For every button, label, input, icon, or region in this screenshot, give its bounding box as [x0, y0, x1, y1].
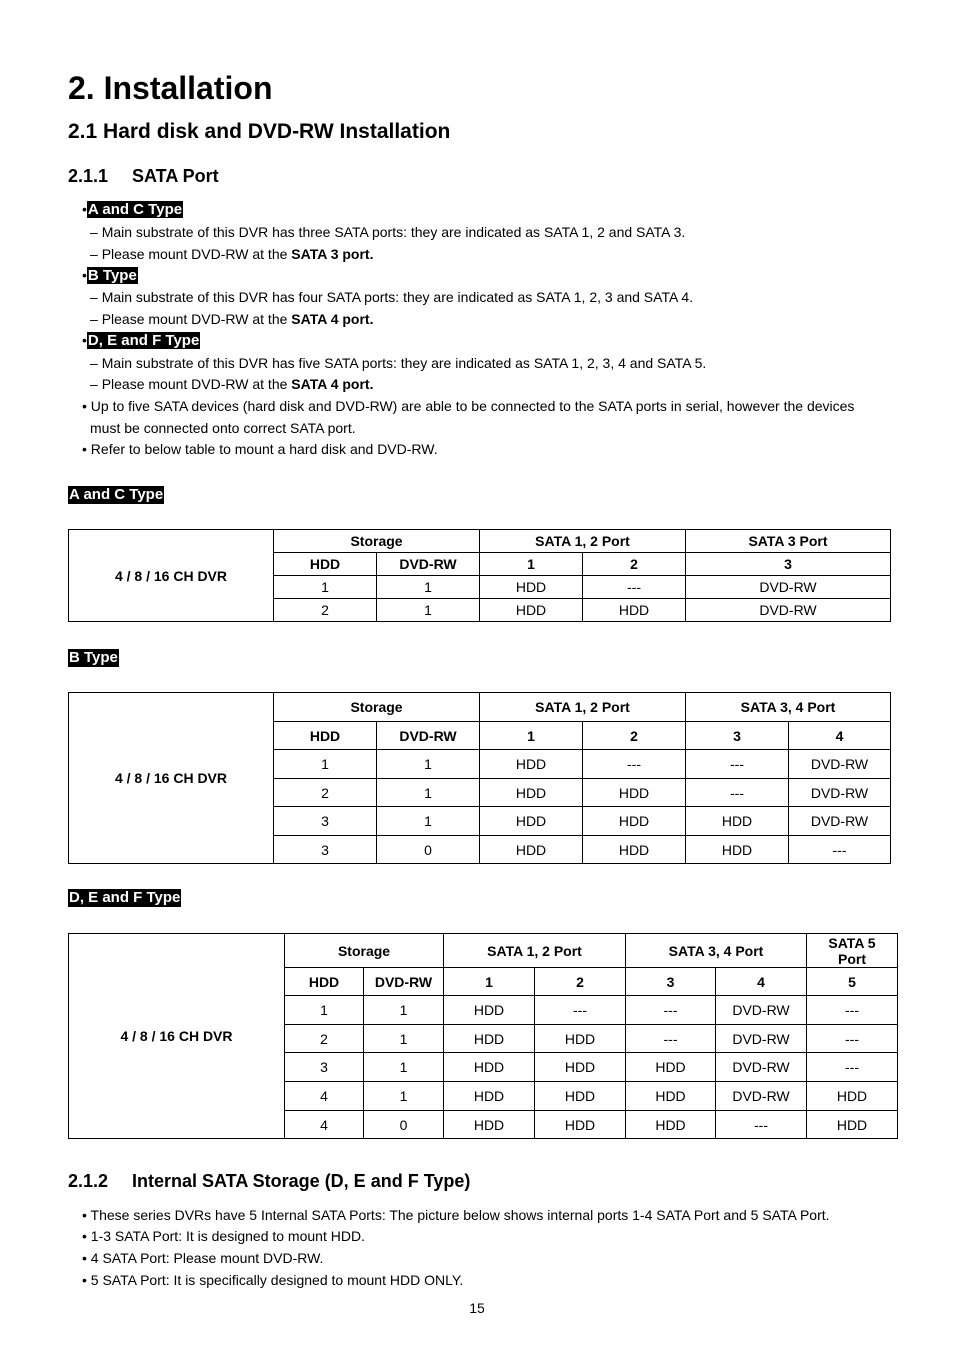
- ac-line-2: [90, 245, 373, 263]
- header-port-2: 2: [583, 553, 686, 576]
- cell: HDD: [583, 836, 686, 864]
- cell: 1: [364, 996, 444, 1025]
- cell: DVD-RW: [789, 807, 891, 836]
- cell: 1: [274, 750, 377, 779]
- cell: HDD: [807, 1111, 898, 1139]
- cell: HDD: [444, 1025, 535, 1053]
- bullet-text: 4 SATA Port: Please mount DVD-RW.: [90, 1250, 324, 1266]
- header-hdd: HDD: [274, 553, 377, 576]
- bullet-continuation: must be connected onto correct SATA port.: [90, 420, 356, 436]
- cell: ---: [583, 750, 686, 779]
- cell: DVD-RW: [716, 996, 807, 1025]
- cell: ---: [626, 1025, 716, 1053]
- bullet-up-to-five: [82, 397, 854, 415]
- table-label-def: D, E and F Type: [69, 889, 181, 906]
- cell: ---: [686, 750, 789, 779]
- cell: 1: [377, 750, 480, 779]
- cell: ---: [716, 1111, 807, 1139]
- b-port: SATA 4 port.: [291, 311, 374, 327]
- type-label-a-c: A and C Type: [87, 201, 183, 218]
- cell: DVD-RW: [716, 1053, 807, 1082]
- internal-bullet-4: [82, 1271, 463, 1289]
- def-port: SATA 4 port.: [291, 376, 374, 392]
- ac-port: SATA 3 port.: [291, 246, 374, 262]
- header-dvd-rw: DVD-RW: [364, 968, 444, 996]
- page-title: 2. Installation: [68, 70, 273, 106]
- cell: DVD-RW: [789, 779, 891, 807]
- cell: DVD-RW: [789, 750, 891, 779]
- bullet: •: [82, 1250, 87, 1266]
- internal-bullet-2: [82, 1227, 365, 1245]
- cell: 0: [364, 1111, 444, 1139]
- cell: HDD: [583, 807, 686, 836]
- cell: ---: [807, 996, 898, 1025]
- cell: 1: [377, 779, 480, 807]
- cell: HDD: [626, 1111, 716, 1139]
- header-sata-5-line-2: Port: [838, 950, 866, 967]
- cell: ---: [686, 779, 789, 807]
- cell: HDD: [480, 750, 583, 779]
- b-line-2: [90, 310, 373, 328]
- internal-bullet-3: [82, 1249, 323, 1267]
- subsection-title: Internal SATA Storage (D, E and F Type): [132, 1171, 471, 1191]
- ac-text-2: Please mount DVD-RW at the: [101, 246, 292, 262]
- cell: HDD: [535, 1082, 626, 1111]
- header-storage: Storage: [274, 530, 480, 553]
- cell: 3: [274, 836, 377, 864]
- cell: ---: [807, 1053, 898, 1082]
- bullet: •: [82, 1228, 87, 1244]
- cell: HDD: [686, 807, 789, 836]
- subsection-heading-internal-sata: [68, 1171, 470, 1192]
- cell: DVD-RW: [686, 576, 891, 599]
- header-port-4: 4: [789, 722, 891, 750]
- b-text-2: Please mount DVD-RW at the: [101, 311, 292, 327]
- cell: ---: [583, 576, 686, 599]
- header-port-4: 4: [716, 968, 807, 996]
- b-line-1: [90, 288, 693, 306]
- header-sata-1-2: SATA 1, 2 Port: [444, 934, 626, 968]
- subsection-number: 2.1.1: [68, 166, 109, 186]
- section-heading: 2.1 Hard disk and DVD-RW Installation: [68, 120, 451, 143]
- cell: ---: [535, 996, 626, 1025]
- cell: HDD: [626, 1053, 716, 1082]
- bullet: •: [82, 1207, 87, 1223]
- header-sata-5-line-1: SATA 5: [828, 934, 876, 951]
- cell: 1: [285, 996, 364, 1025]
- header-sata-3: SATA 3 Port: [686, 530, 891, 553]
- subsection-number: 2.1.2: [68, 1171, 109, 1191]
- cell: HDD: [626, 1082, 716, 1111]
- cell: HDD: [444, 1053, 535, 1082]
- cell: 2: [274, 779, 377, 807]
- bullet: •: [82, 332, 87, 348]
- header-hdd: HDD: [285, 968, 364, 996]
- dash: –: [90, 355, 98, 371]
- dvr-cell: 4 / 8 / 16 CH DVR: [69, 934, 285, 1139]
- header-sata-1-2: SATA 1, 2 Port: [480, 693, 686, 722]
- dash: –: [90, 289, 98, 305]
- type-label-b: B Type: [87, 267, 137, 284]
- dash: –: [90, 224, 98, 240]
- header-sata-3-4: SATA 3, 4 Port: [626, 934, 807, 968]
- bullet-text: Up to five SATA devices (hard disk and DVD-RW) are able to be connected to the SATA ports in serial, however the devices: [90, 398, 855, 414]
- type-item-a-c: [82, 200, 183, 219]
- def-text-1: Main substrate of this DVR has five SATA ports: they are indicated as SATA 1, 2, 3, 4 and SATA 5.: [101, 355, 707, 371]
- header-port-3: 3: [626, 968, 716, 996]
- bullet-text: 5 SATA Port: It is specifically designed to mount HDD ONLY.: [90, 1272, 464, 1288]
- cell: HDD: [480, 599, 583, 622]
- table-a-c: [68, 529, 891, 622]
- type-label-def: D, E and F Type: [87, 332, 200, 349]
- cell: 2: [274, 599, 377, 622]
- cell: HDD: [535, 1053, 626, 1082]
- table-def: [68, 933, 898, 1139]
- cell: DVD-RW: [686, 599, 891, 622]
- cell: DVD-RW: [716, 1025, 807, 1053]
- header-port-5: 5: [807, 968, 898, 996]
- header-port-2: 2: [535, 968, 626, 996]
- cell: 1: [364, 1082, 444, 1111]
- b-text-1: Main substrate of this DVR has four SATA ports: they are indicated as SATA 1, 2, 3 and SATA 4.: [101, 289, 694, 305]
- header-port-1: 1: [480, 553, 583, 576]
- cell: 3: [285, 1053, 364, 1082]
- dvr-cell: 4 / 8 / 16 CH DVR: [69, 693, 274, 864]
- header-port-1: 1: [444, 968, 535, 996]
- bullet-text: 1-3 SATA Port: It is designed to mount HDD.: [90, 1228, 365, 1244]
- cell: HDD: [444, 996, 535, 1025]
- header-sata-1-2: SATA 1, 2 Port: [480, 530, 686, 553]
- def-line-2: [90, 375, 373, 393]
- bullet: •: [82, 441, 87, 457]
- cell: ---: [789, 836, 891, 864]
- dash: –: [90, 311, 98, 327]
- type-item-def: [82, 331, 200, 350]
- header-dvd-rw: DVD-RW: [377, 722, 480, 750]
- cell: 2: [285, 1025, 364, 1053]
- cell: HDD: [444, 1111, 535, 1139]
- cell: HDD: [535, 1111, 626, 1139]
- cell: HDD: [480, 807, 583, 836]
- cell: 4: [285, 1082, 364, 1111]
- header-sata-3-4: SATA 3, 4 Port: [686, 693, 891, 722]
- cell: HDD: [480, 576, 583, 599]
- cell: HDD: [807, 1082, 898, 1111]
- bullet: •: [82, 1272, 87, 1288]
- page-number: 15: [469, 1300, 485, 1316]
- cell: HDD: [583, 599, 686, 622]
- def-text-2: Please mount DVD-RW at the: [101, 376, 292, 392]
- cell: 4: [285, 1111, 364, 1139]
- cell: 1: [377, 807, 480, 836]
- bullet-refer: [82, 440, 438, 458]
- table-label-a-c: A and C Type: [69, 486, 164, 503]
- dvr-cell: 4 / 8 / 16 CH DVR: [69, 530, 274, 622]
- cell: HDD: [480, 779, 583, 807]
- cell: ---: [626, 996, 716, 1025]
- header-storage: Storage: [285, 934, 444, 968]
- cell: 0: [377, 836, 480, 864]
- bullet-text: These series DVRs have 5 Internal SATA Ports: The picture below shows internal ports 1-4 SATA Port and 5 SATA Port.: [90, 1207, 830, 1223]
- bullet-text: Refer to below table to mount a hard disk and DVD-RW.: [90, 441, 438, 457]
- ac-text-1: Main substrate of this DVR has three SATA ports: they are indicated as SATA 1, 2 and SATA 3.: [101, 224, 686, 240]
- header-storage: Storage: [274, 693, 480, 722]
- cell: ---: [807, 1025, 898, 1053]
- cell: 1: [364, 1025, 444, 1053]
- subsection-title: SATA Port: [132, 166, 219, 186]
- def-line-1: [90, 354, 706, 372]
- table-b: [68, 692, 891, 864]
- header-port-2: 2: [583, 722, 686, 750]
- cell: 3: [274, 807, 377, 836]
- type-item-b: [82, 266, 138, 285]
- header-port-3: 3: [686, 553, 891, 576]
- bullet: •: [82, 267, 87, 283]
- cell: 1: [377, 576, 480, 599]
- header-hdd: HDD: [274, 722, 377, 750]
- dash: –: [90, 246, 98, 262]
- bullet: •: [82, 398, 87, 414]
- header-port-3: 3: [686, 722, 789, 750]
- cell: HDD: [686, 836, 789, 864]
- header-sata-5: [807, 934, 898, 968]
- cell: HDD: [480, 836, 583, 864]
- header-dvd-rw: DVD-RW: [377, 553, 480, 576]
- cell: 1: [364, 1053, 444, 1082]
- bullet: •: [82, 201, 87, 217]
- internal-bullet-1: [82, 1206, 830, 1224]
- ac-line-1: [90, 223, 685, 241]
- cell: HDD: [583, 779, 686, 807]
- cell: HDD: [535, 1025, 626, 1053]
- cell: HDD: [444, 1082, 535, 1111]
- cell: 1: [377, 599, 480, 622]
- header-port-1: 1: [480, 722, 583, 750]
- dash: –: [90, 376, 98, 392]
- table-label-b: B Type: [69, 649, 118, 666]
- cell: DVD-RW: [716, 1082, 807, 1111]
- subsection-heading-sata-port: [68, 166, 219, 187]
- cell: 1: [274, 576, 377, 599]
